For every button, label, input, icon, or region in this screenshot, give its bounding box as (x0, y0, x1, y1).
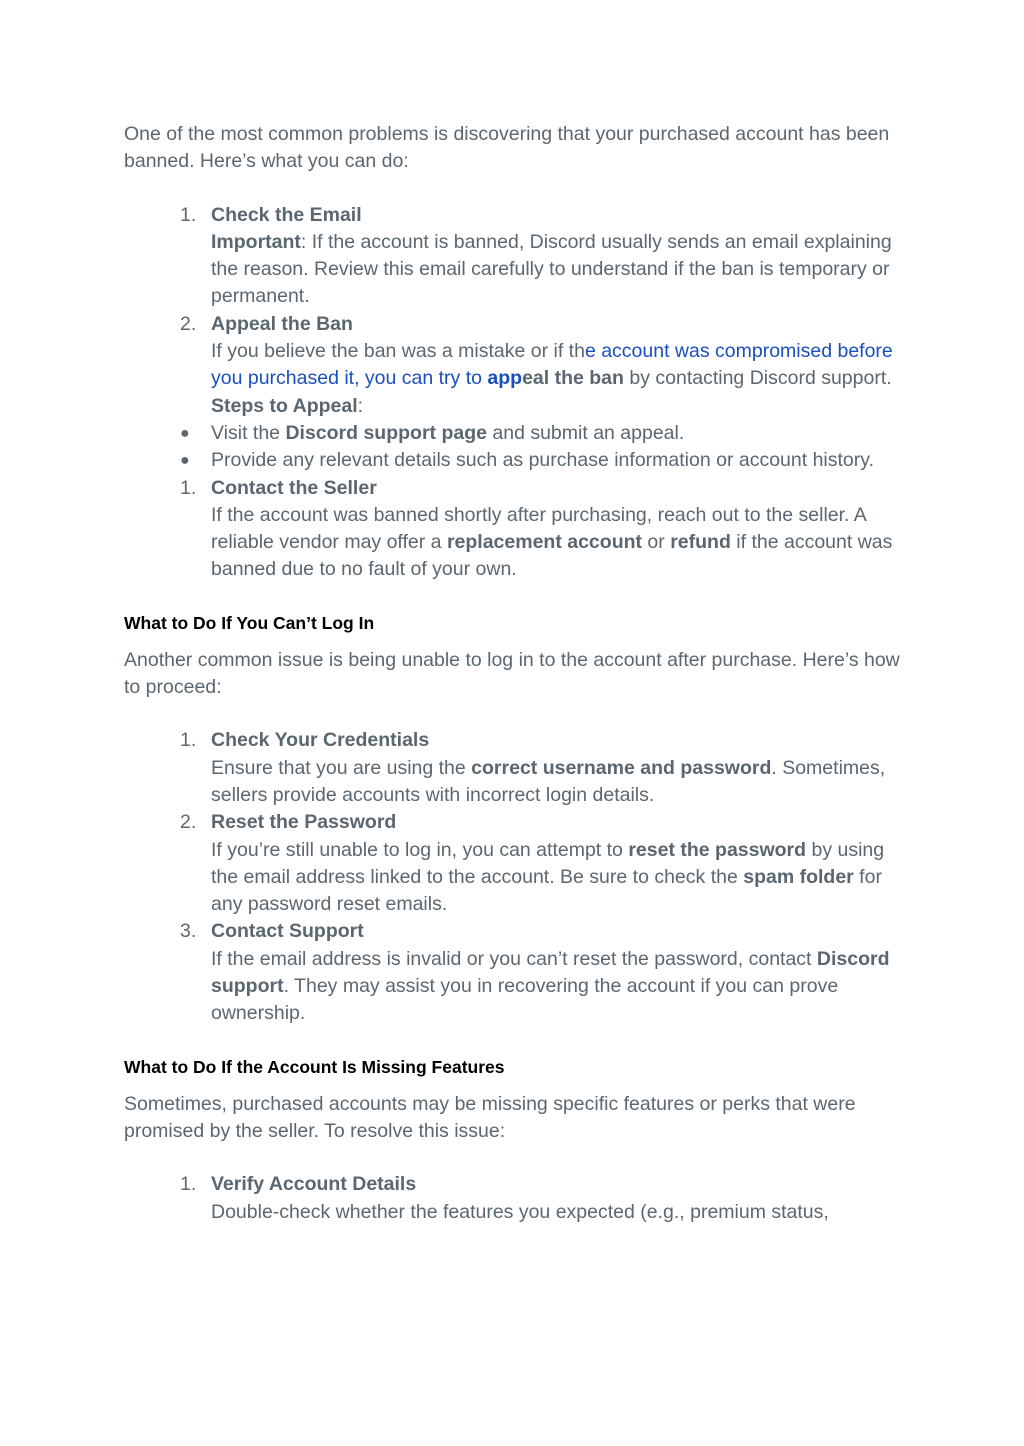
list-item-verify-details (124, 1171, 914, 1226)
reset-text-part1: If you’re still unable to log in, you can attempt to (211, 838, 629, 861)
heading-missing-features: What to Do If the Account Is Missing Features (124, 1056, 505, 1077)
list-marker: 1. (180, 476, 197, 499)
banned-steps-list (124, 202, 914, 584)
list-marker: 2. (180, 312, 197, 335)
appeal-text-part1: If you believe the ban was a mistake or if th (211, 340, 585, 363)
support-text-part1: If the email address is invalid or you can’t reset the password, contact (211, 947, 817, 970)
list-marker: 1. (180, 203, 197, 226)
important-text: : If the account is banned, Discord usually sends an email explaining the reason. Review this email carefully to understand if the ban is temporary or permanent. (211, 230, 892, 308)
list-item-title: Check the Email (211, 203, 362, 226)
heading-cant-log-in: What to Do If You Can’t Log In (124, 612, 375, 633)
bullet-item-provide-details (124, 447, 914, 474)
seller-bold2: refund (670, 531, 731, 554)
bullet-marker: ● (180, 424, 190, 442)
list-item-title: Contact Support (211, 920, 364, 943)
seller-text-part3: if the account was banned due to no fault of your own. (211, 531, 893, 581)
steps-colon: : (357, 394, 364, 417)
bullet-text-part2: and submit an appeal. (486, 421, 685, 444)
bullet-text-part1: Visit the (211, 421, 286, 444)
intro-login-paragraph: Another common issue is being unable to log in to the account after purchase. Here’s how to proceed: (124, 648, 900, 699)
credentials-text-part1: Ensure that you are using the (211, 756, 472, 779)
list-item-title: Contact the Seller (211, 476, 377, 499)
list-marker: 3. (180, 920, 197, 943)
document-page (124, 121, 914, 1226)
reset-bold2: spam folder (743, 865, 854, 888)
list-item-check-credentials (124, 727, 914, 809)
login-steps-list (124, 727, 914, 1027)
bullet-marker: ● (180, 452, 190, 470)
credentials-bold: correct username and password (471, 756, 772, 779)
list-item-contact-seller (124, 475, 914, 584)
appeal-link-text-blue[interactable]: e account was compromised before you purchased it, you can try to (211, 340, 893, 390)
bullet-item-visit-support (124, 420, 914, 447)
appeal-text-part2: by contacting Discord support. (623, 367, 892, 390)
important-label: Important (211, 230, 301, 253)
reset-text-part2: by using the email address linked to the account. Be sure to check the (211, 838, 885, 888)
list-item-title: Appeal the Ban (211, 312, 353, 335)
appeal-bold-text: eal the ban (522, 367, 624, 390)
list-item-title: Verify Account Details (211, 1173, 417, 1196)
list-item-title: Reset the Password (211, 811, 397, 834)
reset-text-part3: for any password reset emails. (211, 865, 882, 916)
list-marker: 1. (180, 1173, 197, 1196)
bullet-text: Provide any relevant details such as purchase information or account history. (211, 449, 874, 472)
verify-text: Double-check whether the features you expected (e.g., premium status, (211, 1200, 829, 1223)
list-item-title: Check Your Credentials (211, 729, 430, 752)
seller-text-part1: If the account was banned shortly after purchasing, reach out to the seller. A reliable vendor may offer a (211, 503, 866, 554)
list-item-reset-password (124, 809, 914, 918)
seller-text-part2: or (642, 531, 671, 554)
bullet-bold-text: Discord support page (285, 421, 487, 444)
appeal-link-text-bold[interactable]: app (487, 367, 523, 390)
intro-banned-paragraph: One of the most common problems is discovering that your purchased account has been banned. Here’s what you can do: (124, 123, 890, 173)
list-marker: 2. (180, 811, 197, 834)
features-steps-list (124, 1171, 914, 1226)
intro-features-paragraph: Sometimes, purchased accounts may be missing specific features or perks that were promised by the seller. To resolve this issue: (124, 1092, 856, 1142)
support-bold: Discord support (211, 947, 890, 998)
seller-bold1: replacement account (446, 531, 643, 554)
steps-to-appeal-label: Steps to Appeal (211, 394, 358, 417)
list-item-contact-support (124, 918, 914, 1027)
support-text-part2: . They may assist you in recovering the account if you can prove ownership. (211, 975, 839, 1025)
list-marker: 1. (180, 729, 197, 752)
list-item-appeal-ban (124, 311, 914, 420)
credentials-text-part2: . Sometimes, sellers provide accounts with incorrect login details. (211, 756, 886, 806)
reset-bold1: reset the password (628, 838, 807, 861)
list-item-check-email (124, 202, 914, 311)
